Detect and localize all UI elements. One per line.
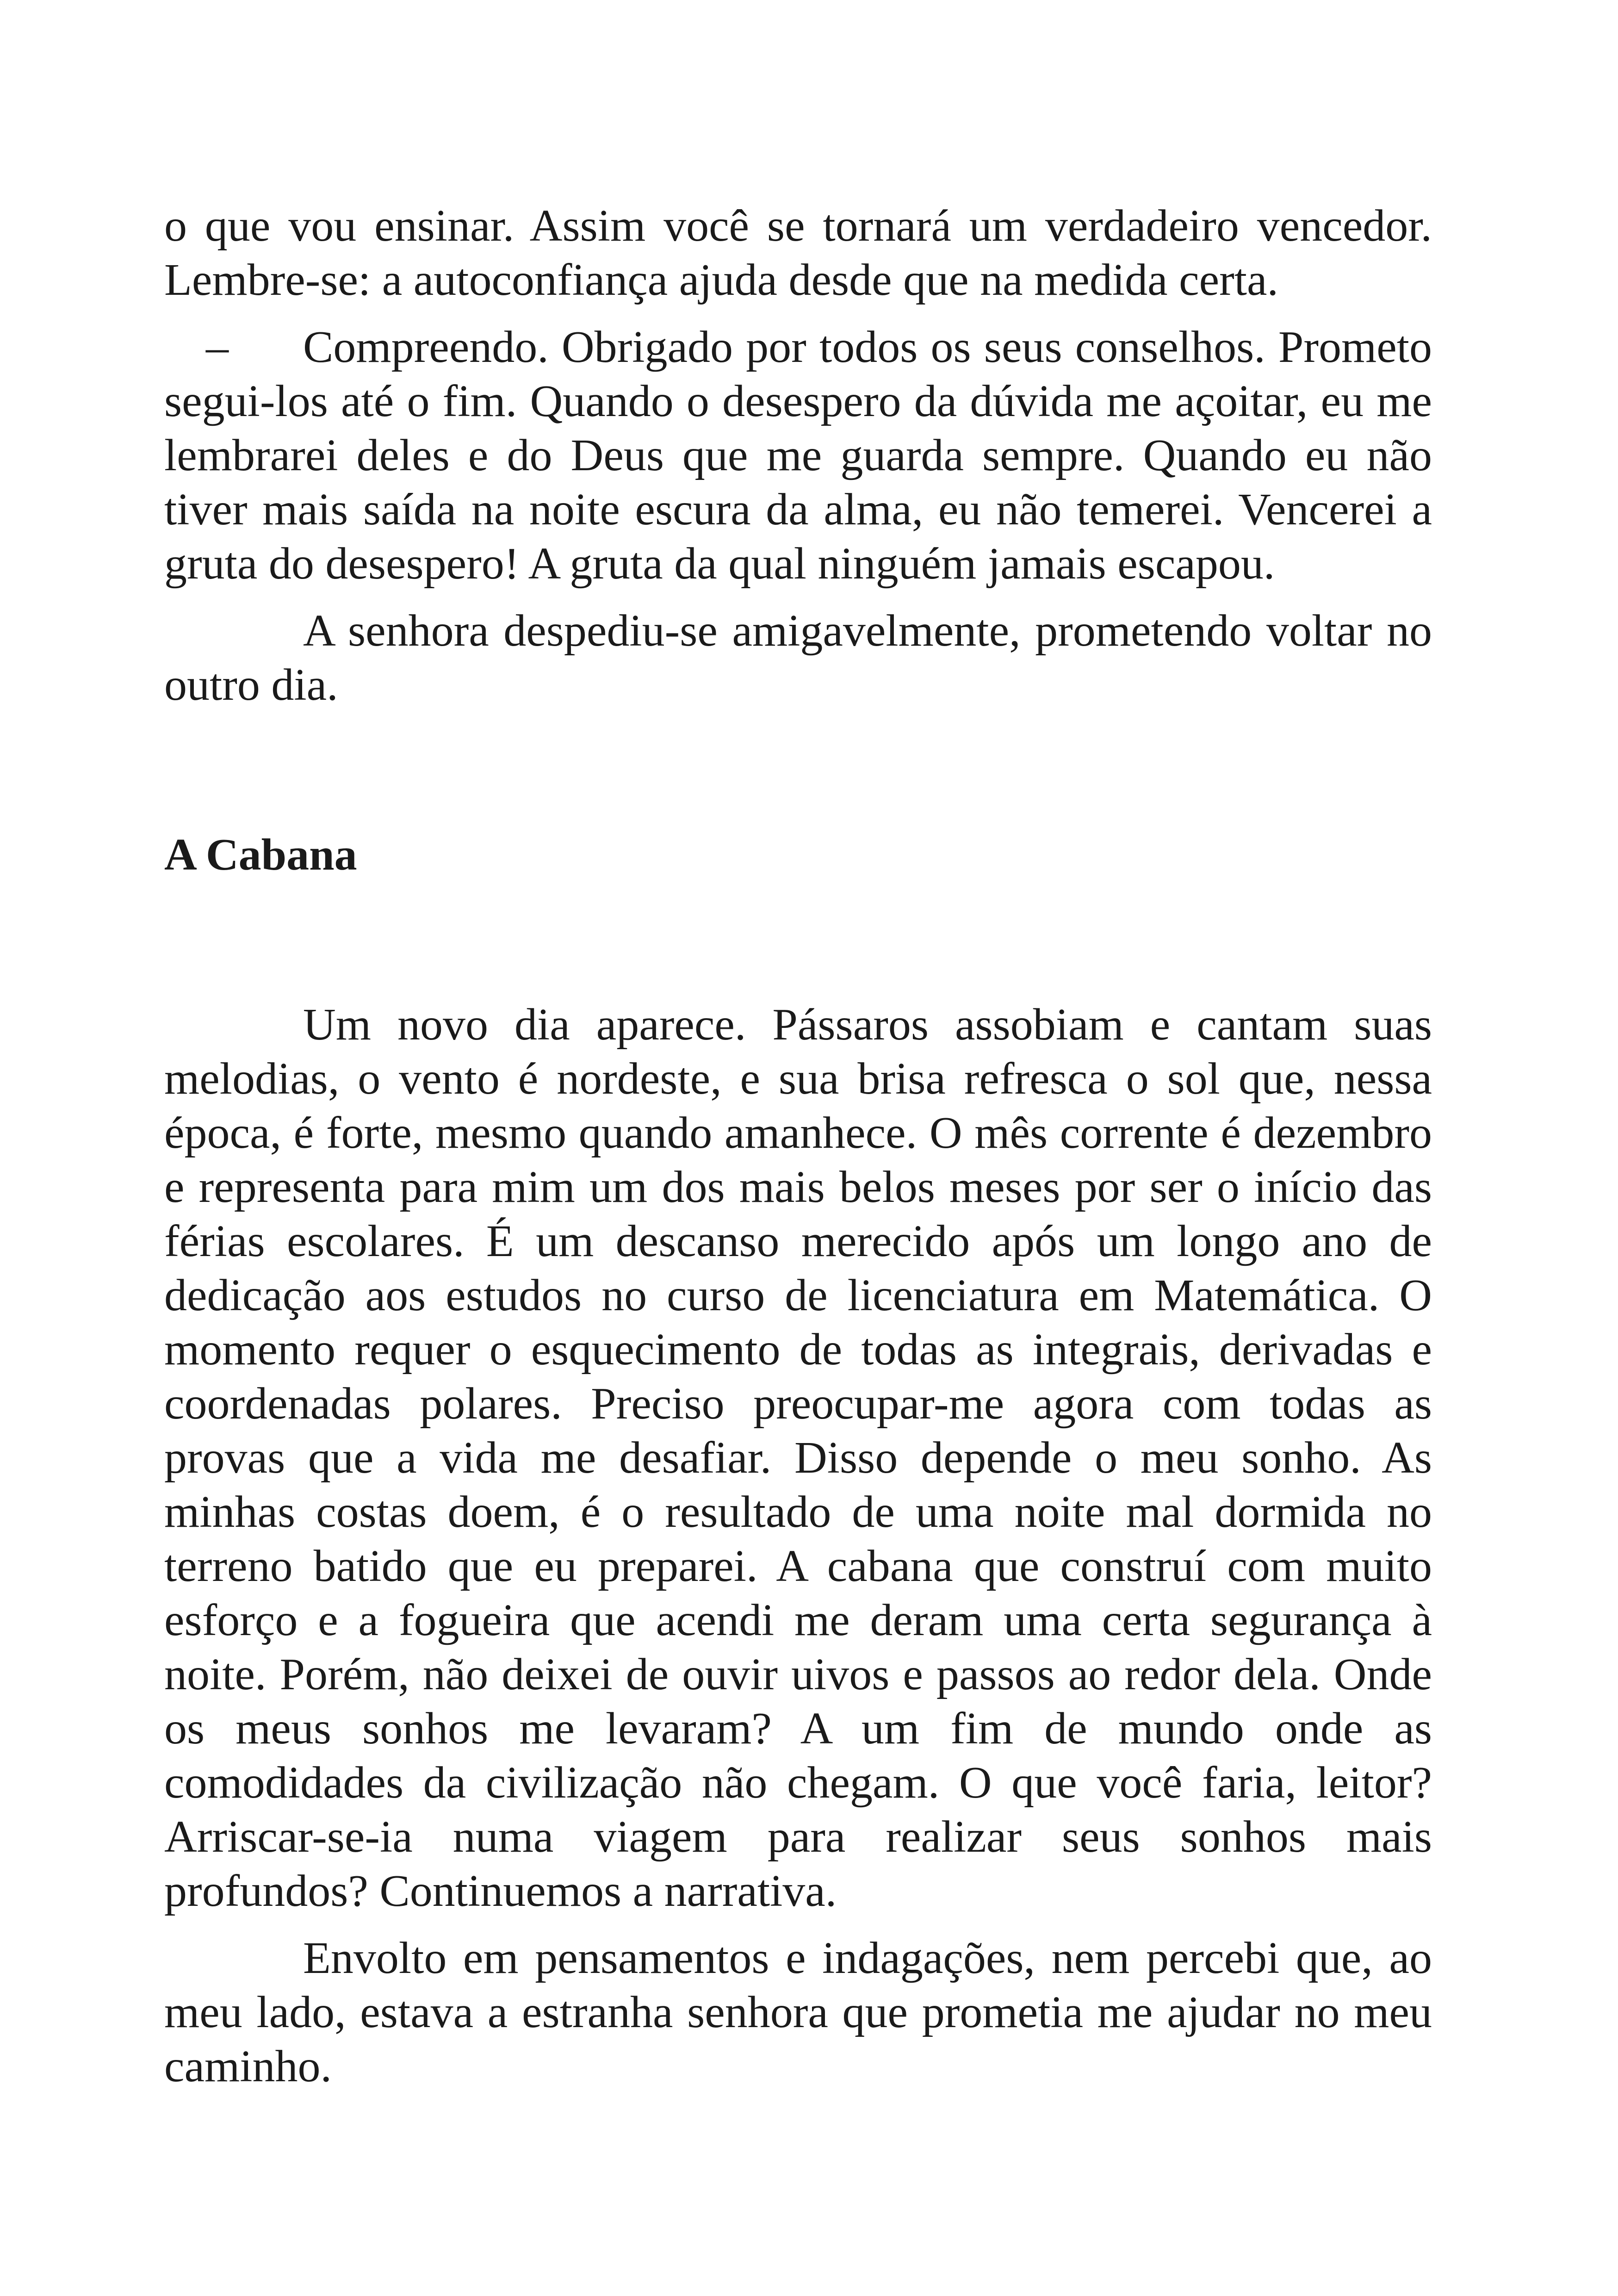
dialogue-text: Compreendo. Obrigado por todos os seus conselhos. Prometo segui-los até o fim. Quando o desespero da dúvida me açoitar, eu me lembrarei deles e do Deus que me guarda sempre. Quando eu não tiver mais saída na noite escura da alma, eu não temerei. Vencerei a gruta do desespero! A gruta da qual ninguém jamais escapou.: [164, 322, 1432, 589]
dialogue-paragraph: [164, 320, 1432, 591]
paragraph-continuation: o que vou ensinar. Assim você se tornará um verdadeiro vencedor. Lembre-se: a autoconfiança ajuda desde que na medida certa.: [164, 201, 1432, 305]
paragraph-farewell: A senhora despediu-se amigavelmente, prometendo voltar no outro dia.: [164, 606, 1432, 710]
dialogue-dash: –: [206, 322, 229, 372]
section-title: A Cabana: [164, 830, 357, 880]
paragraph-closing: Envolto em pensamentos e indagações, nem percebi que, ao meu lado, estava a estranha senhora que prometia me ajudar no meu caminho.: [164, 1933, 1432, 2091]
book-page: [164, 199, 1432, 2094]
paragraph-new-day: Um novo dia aparece. Pássaros assobiam e cantam suas melodias, o vento é nordeste, e sua brisa refresca o sol que, nessa época, é forte, mesmo quando amanhece. O mês corrente é dezembro e representa para mim um dos mais belos meses por ser o início das férias escolares. É um descanso merecido após um longo ano de dedicação aos estudos no curso de licenciatura em Matemática. O momento requer o esquecimento de todas as integrais, derivadas e coordenadas polares. Preciso preocupar-me agora com todas as provas que a vida me desafiar. Disso depende o meu sonho. As minhas costas doem, é o resultado de uma noite mal dormida no terreno batido que eu preparei. A cabana que construí com muito esforço e a fogueira que acendi me deram uma certa segurança à noite. Porém, não deixei de ouvir uivos e passos ao redor dela. Onde os meus sonhos me levaram? A um fim de mundo onde as comodidades da civilização não chegam. O que você faria, leitor? Arriscar-se-ia numa viagem para realizar seus sonhos mais profundos? Continuemos a narrativa.: [164, 1000, 1432, 1916]
